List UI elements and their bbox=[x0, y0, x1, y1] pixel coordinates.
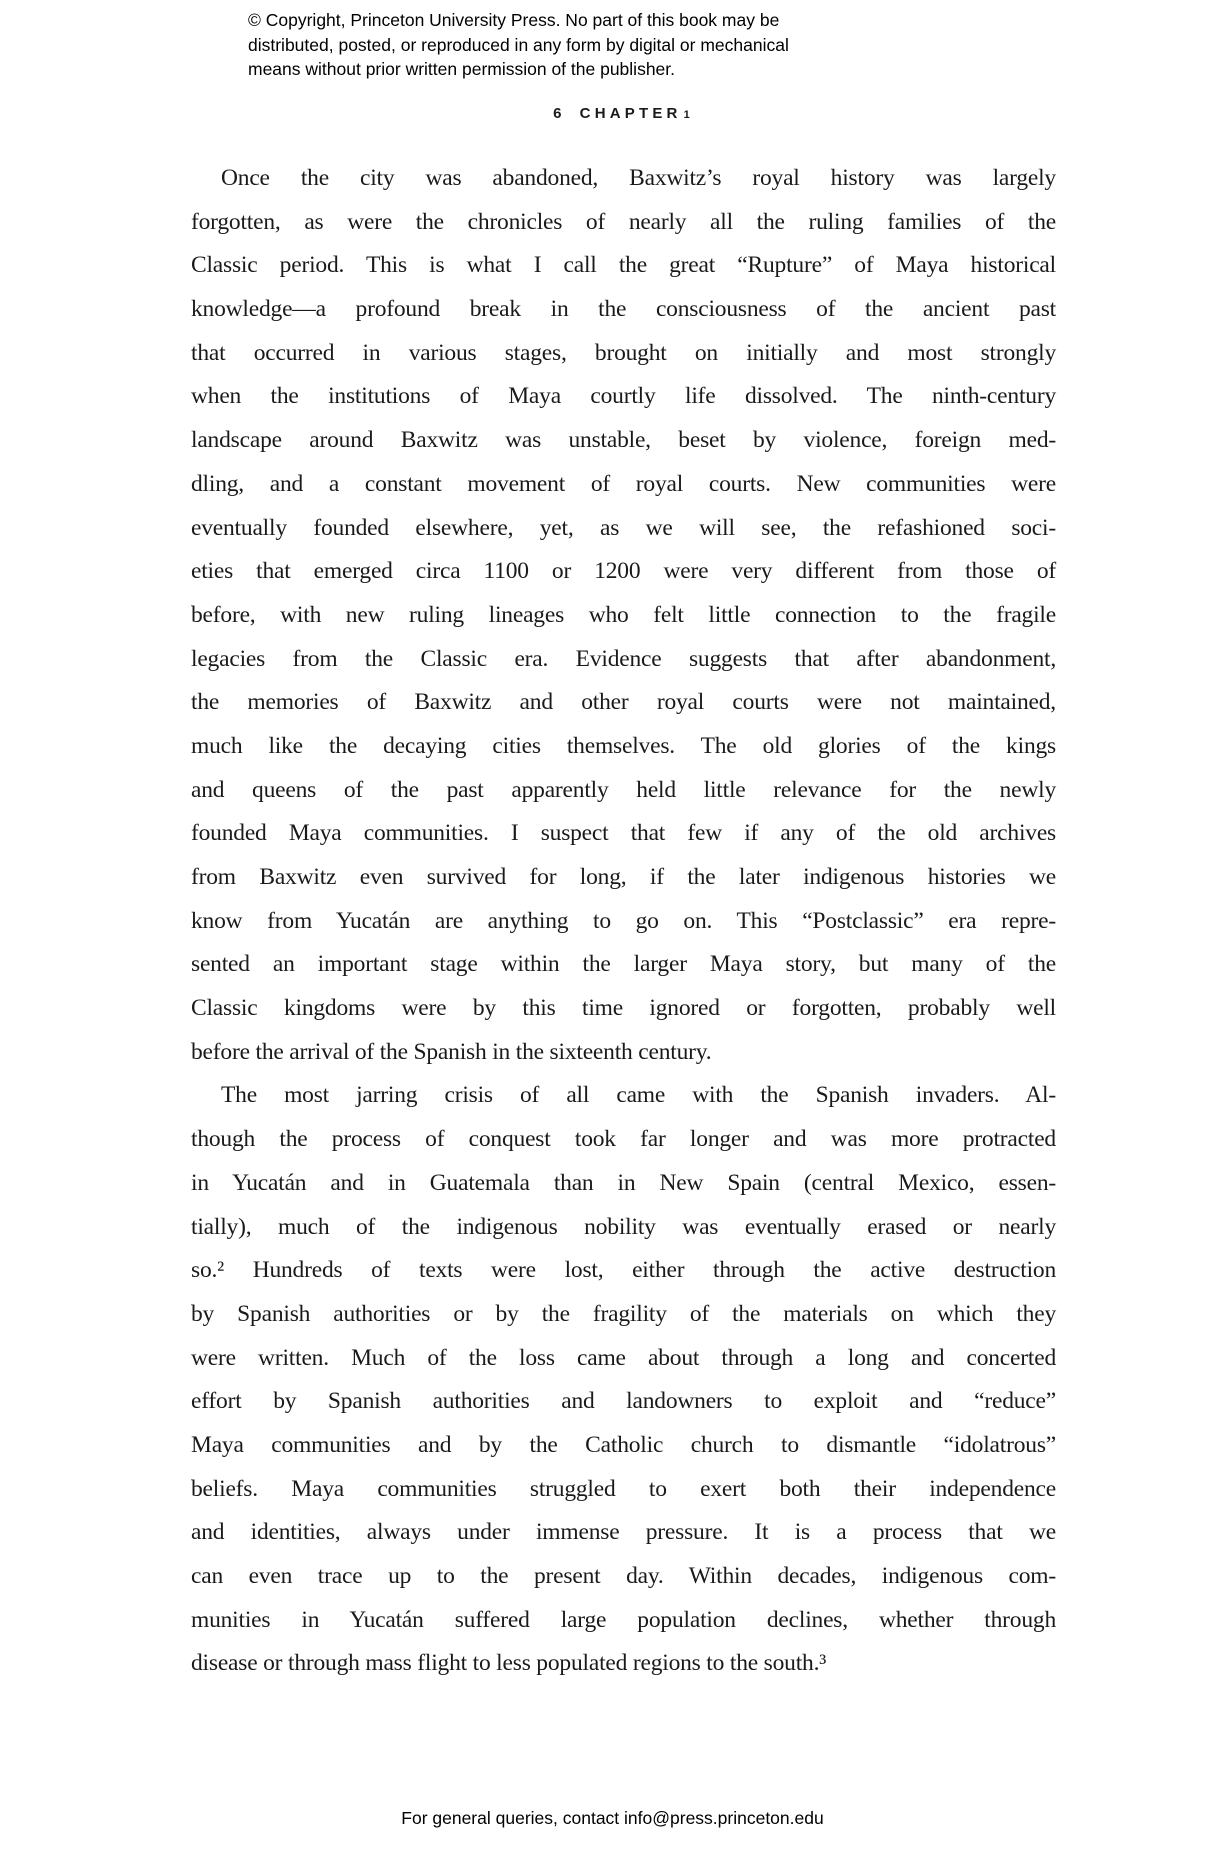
text-line: in Yucatán and in Guatemala than in New Spain (central Mexico, essen- bbox=[191, 1169, 1056, 1196]
text-line: sented an important stage within the larger Maya story, but many of the bbox=[191, 951, 1056, 978]
body-text bbox=[191, 157, 1056, 1686]
footer-queries-line: For general queries, contact info@press.princeton.edu bbox=[401, 1808, 824, 1828]
text-line: beliefs. Maya communities struggled to exert both their independence bbox=[191, 1475, 1056, 1502]
copyright-line: © Copyright, Princeton University Press. No part of this book may be bbox=[248, 10, 780, 30]
text-line: though the process of conquest took far longer and was more protracted bbox=[191, 1126, 1056, 1153]
text-line: dling, and a constant movement of royal courts. New communities were bbox=[191, 470, 1056, 497]
text-line: founded Maya communities. I suspect that few if any of the old archives bbox=[191, 820, 1056, 847]
copyright-notice bbox=[248, 8, 789, 82]
paragraph bbox=[191, 157, 1056, 1074]
text-line: were written. Much of the loss came about through a long and concerted bbox=[191, 1344, 1056, 1371]
text-line: when the institutions of Maya courtly life dissolved. The ninth-century bbox=[191, 383, 1056, 410]
text-line: Maya communities and by the Catholic church to dismantle “idolatrous” bbox=[191, 1431, 1056, 1458]
page-number: 6 bbox=[553, 105, 566, 122]
text-line: tially), much of the indigenous nobility was eventually erased or nearly bbox=[191, 1213, 1056, 1240]
text-line: by Spanish authorities or by the fragility of the materials on which they bbox=[191, 1300, 1056, 1327]
running-head bbox=[191, 104, 1056, 125]
text-line: know from Yucatán are anything to go on. This “Postclassic” era repre- bbox=[191, 907, 1056, 934]
paragraph bbox=[191, 1074, 1056, 1686]
text-line: before, with new ruling lineages who felt little connection to the fragile bbox=[191, 601, 1056, 628]
copyright-line: means without prior written permission of the publisher. bbox=[248, 59, 676, 80]
text-line: so.² Hundreds of texts were lost, either through the active destruction bbox=[191, 1257, 1056, 1284]
text-line: forgotten, as were the chronicles of nearly all the ruling families of the bbox=[191, 208, 1056, 235]
text-line: landscape around Baxwitz was unstable, beset by violence, foreign med- bbox=[191, 427, 1056, 454]
text-line: knowledge—a profound break in the consciousness of the ancient past bbox=[191, 296, 1056, 323]
text-line: legacies from the Classic era. Evidence suggests that after abandonment, bbox=[191, 645, 1056, 672]
text-line: and queens of the past apparently held little relevance for the newly bbox=[191, 776, 1056, 803]
text-line: eventually founded elsewhere, yet, as we will see, the refashioned soci- bbox=[191, 514, 1056, 541]
text-line: much like the decaying cities themselves. The old glories of the kings bbox=[191, 732, 1056, 759]
copyright-line: distributed, posted, or reproduced in any form by digital or mechanical bbox=[248, 34, 789, 55]
text-line: The most jarring crisis of all came with the Spanish invaders. Al- bbox=[221, 1082, 1056, 1109]
chapter-number: 1 bbox=[683, 109, 694, 121]
text-line: from Baxwitz even survived for long, if the later indigenous histories we bbox=[191, 864, 1056, 890]
text-line: Once the city was abandoned, Baxwitz’s royal history was largely bbox=[221, 165, 1056, 191]
text-line: effort by Spanish authorities and landowners to exploit and “reduce” bbox=[191, 1388, 1056, 1415]
text-line: Classic period. This is what I call the great “Rupture” of Maya historical bbox=[191, 252, 1056, 279]
text-line: munities in Yucatán suffered large population declines, whether through bbox=[191, 1606, 1056, 1633]
text-line: and identities, always under immense pressure. It is a process that we bbox=[191, 1519, 1056, 1546]
text-line: eties that emerged circa 1100 or 1200 were very different from those of bbox=[191, 558, 1056, 585]
chapter-label: CHAPTER bbox=[579, 105, 682, 122]
text-line: disease or through mass flight to less populated regions to the south.³ bbox=[191, 1650, 827, 1677]
text-line: that occurred in various stages, brought on initially and most strongly bbox=[191, 339, 1056, 366]
text-line: before the arrival of the Spanish in the sixteenth century. bbox=[191, 1038, 712, 1065]
text-line: can even trace up to the present day. Within decades, indigenous com- bbox=[191, 1563, 1056, 1589]
text-line: the memories of Baxwitz and other royal courts were not maintained, bbox=[191, 689, 1056, 716]
text-line: Classic kingdoms were by this time ignored or forgotten, probably well bbox=[191, 995, 1056, 1022]
